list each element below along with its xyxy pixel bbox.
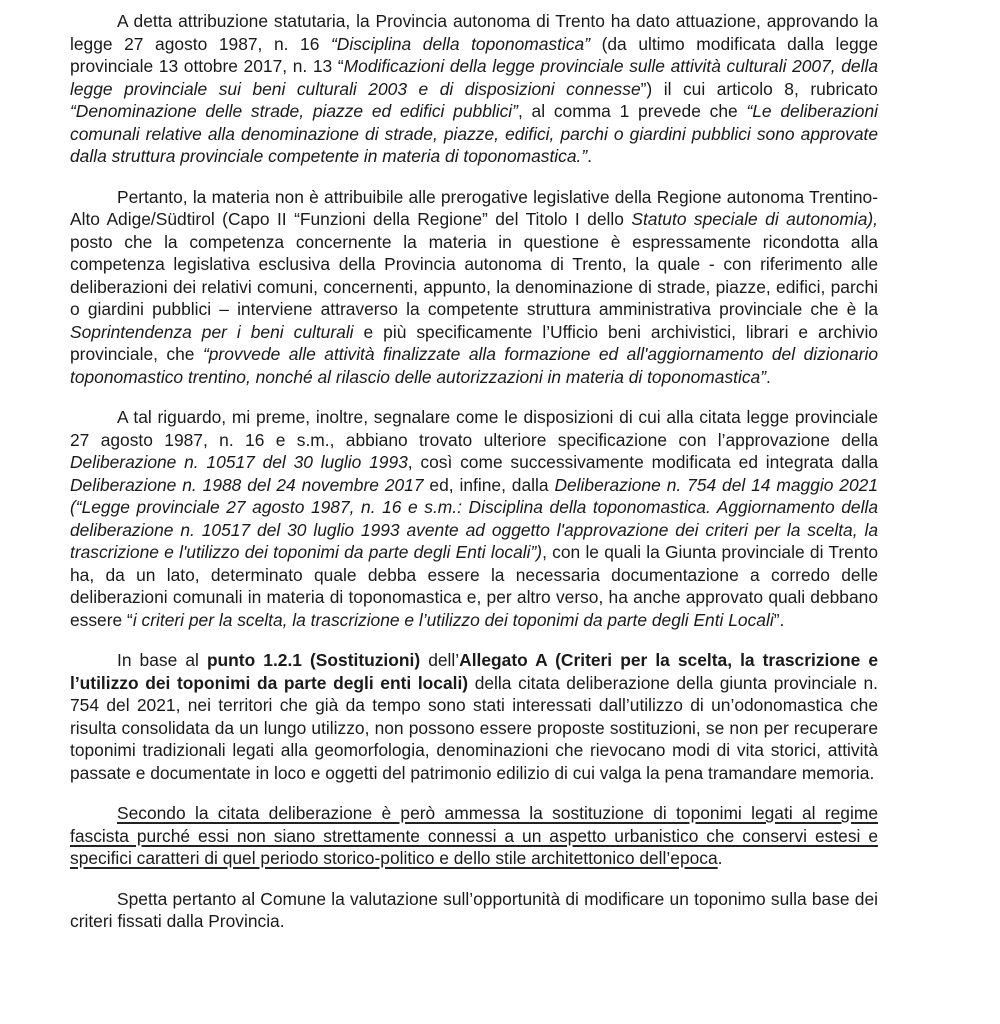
paragraph-municipality-evaluation	[70, 888, 878, 933]
text-run: , così come successivamente modificata ed integrata dalla	[407, 452, 878, 472]
italic-text-run: “Disciplina della toponomastica”	[330, 33, 591, 54]
italic-text-run: Modificazioni della legge provinciale sulle attività culturali 2007, della legge provinciale sui beni culturali 2003 e di disposizioni connesse	[70, 56, 878, 99]
text-run: A tal riguardo, mi preme, inoltre, segnalare come le disposizioni di cui alla citata legge provinciale 27 agosto 1987, n. 16 e s.m., abbiano trovato ulteriore specificazione con l’approvazione della	[70, 407, 878, 450]
italic-text-run: “Denominazione delle strade, piazze ed edifici pubblici”	[70, 101, 518, 121]
paragraph-substitutions-criteria	[70, 649, 878, 784]
document-page	[70, 10, 878, 951]
paragraph-fascist-toponyms-underlined	[70, 802, 878, 870]
paragraph-deliberations	[70, 406, 878, 631]
italic-text-run: “provvede alle attività finalizzate alla formazione ed all'aggiornamento del dizionario toponomastico trentino, nonché al rilascio delle autorizzazioni in materia di toponomastica”	[70, 344, 879, 387]
text-run: dell’	[420, 650, 460, 670]
text-run: ”.	[773, 609, 785, 630]
text-run: Spetta pertanto al Comune la valutazione sull’opportunità di modificare un toponimo sulla base dei criteri fissati dalla Provincia.	[70, 888, 878, 931]
italic-text-run: Statuto speciale di autonomia),	[631, 209, 878, 229]
text-run: .	[717, 848, 723, 868]
text-run: e più specificamente l’Ufficio beni archivistici, librari e archivio provinciale, che	[70, 321, 878, 364]
italic-text-run: “Le deliberazioni comunali relative alla denominazione di strade, piazze, edifici, parchi o giardini pubblici sono approvate dalla struttura provinciale competente in materia di toponomastica.”	[70, 101, 878, 166]
italic-text-run: i criteri per la scelta, la trascrizione e l’utilizzo dei toponimi da parte degli Enti Locali	[132, 609, 774, 630]
text-run: posto che la competenza concernente la materia in questione è espressamente ricondotta alla competenza legislativa esclusiva della Provincia autonoma di Trento, la quale - con riferimento alle deliberazioni dei relativi comuni, concernenti, appunto, la denominazione di strade, piazze, edifici, parchi o giardini pubblici – interviene attraverso la competente struttura amministrativa provinciale che è la	[70, 231, 878, 319]
text-run: A detta attribuzione statutaria, la Provincia autonoma di Trento ha dato attuazione, approvando la legge 27 agosto 1987, n. 16	[70, 11, 878, 54]
italic-text-run: Deliberazione n. 10517 del 30 luglio 1993	[70, 452, 408, 472]
text-run: ”) il cui articolo 8, rubricato	[640, 78, 878, 99]
text-run: ed, infine, dalla	[423, 474, 555, 495]
text-run: Pertanto, la materia non è attribuibile alle prerogative legislative della Regione autonoma Trentino-Alto Adige/Südtirol (Capo II “Funzioni della Regione” del Titolo I dello	[70, 186, 878, 229]
text-run: (da ultimo modificata dalla legge provinciale 13 ottobre 2017, n. 13 “	[70, 33, 879, 76]
paragraph-statutory-attribution	[70, 10, 878, 168]
italic-text-run: Deliberazione n. 1988 del 24 novembre 2017	[70, 474, 424, 495]
text-run: .	[766, 366, 771, 387]
italic-text-run: Soprintendenza per i beni culturali	[70, 321, 354, 342]
bold-text-run: punto 1.2.1 (Sostituzioni)	[206, 650, 421, 670]
paragraph-competence	[70, 186, 878, 389]
text-run: .	[587, 146, 592, 166]
underlined-text-run: Secondo la citata deliberazione è però ammessa la sostituzione di toponimi legati al regime fascista purché essi non siano strettamente connessi a un aspetto urbanistico che conservi estesi e specifici caratteri di quel periodo storico-politico e dello stile architettonico dell’epoca	[70, 803, 878, 868]
text-run: , al comma 1 prevede che	[517, 101, 747, 121]
bold-text-run: Allegato A (Criteri per la scelta, la trascrizione e l’utilizzo dei toponimi da parte degli enti locali)	[70, 650, 878, 693]
text-run: , con le quali la Giunta provinciale di Trento ha, da un lato, determinato quale debba essere la necessaria documentazione a corredo delle deliberazioni comunali in materia di toponomastica e, per altro verso, ha anche approvato quali debbano essere “	[70, 542, 878, 630]
text-run: In base al	[117, 650, 207, 670]
italic-text-run: Deliberazione n. 754 del 14 maggio 2021 (“Legge provinciale 27 agosto 1987, n. 16 e s.m.: Disciplina della toponomastica. Aggiornamento della deliberazione n. 10517 del 30 luglio 1993 avente ad oggetto l'approvazione dei criteri per la scelta, la trascrizione e l'utilizzo dei toponimi da parte degli Enti locali”)	[70, 474, 878, 562]
text-run: della citata deliberazione della giunta provinciale n. 754 del 2021, nei territori che già da tempo sono stati interessati dall’utilizzo di un’odonomastica che risulta consolidata da un lungo utilizzo, non possono essere proposte sostituzioni, se non per recuperare toponimi tradizionali legati alla geomorfologia, denominazioni che rievocano modi di vita storici, attività passate e documentate in loco e oggetti del patrimonio edilizio di cui valga la pena tramandare memoria.	[70, 672, 878, 783]
